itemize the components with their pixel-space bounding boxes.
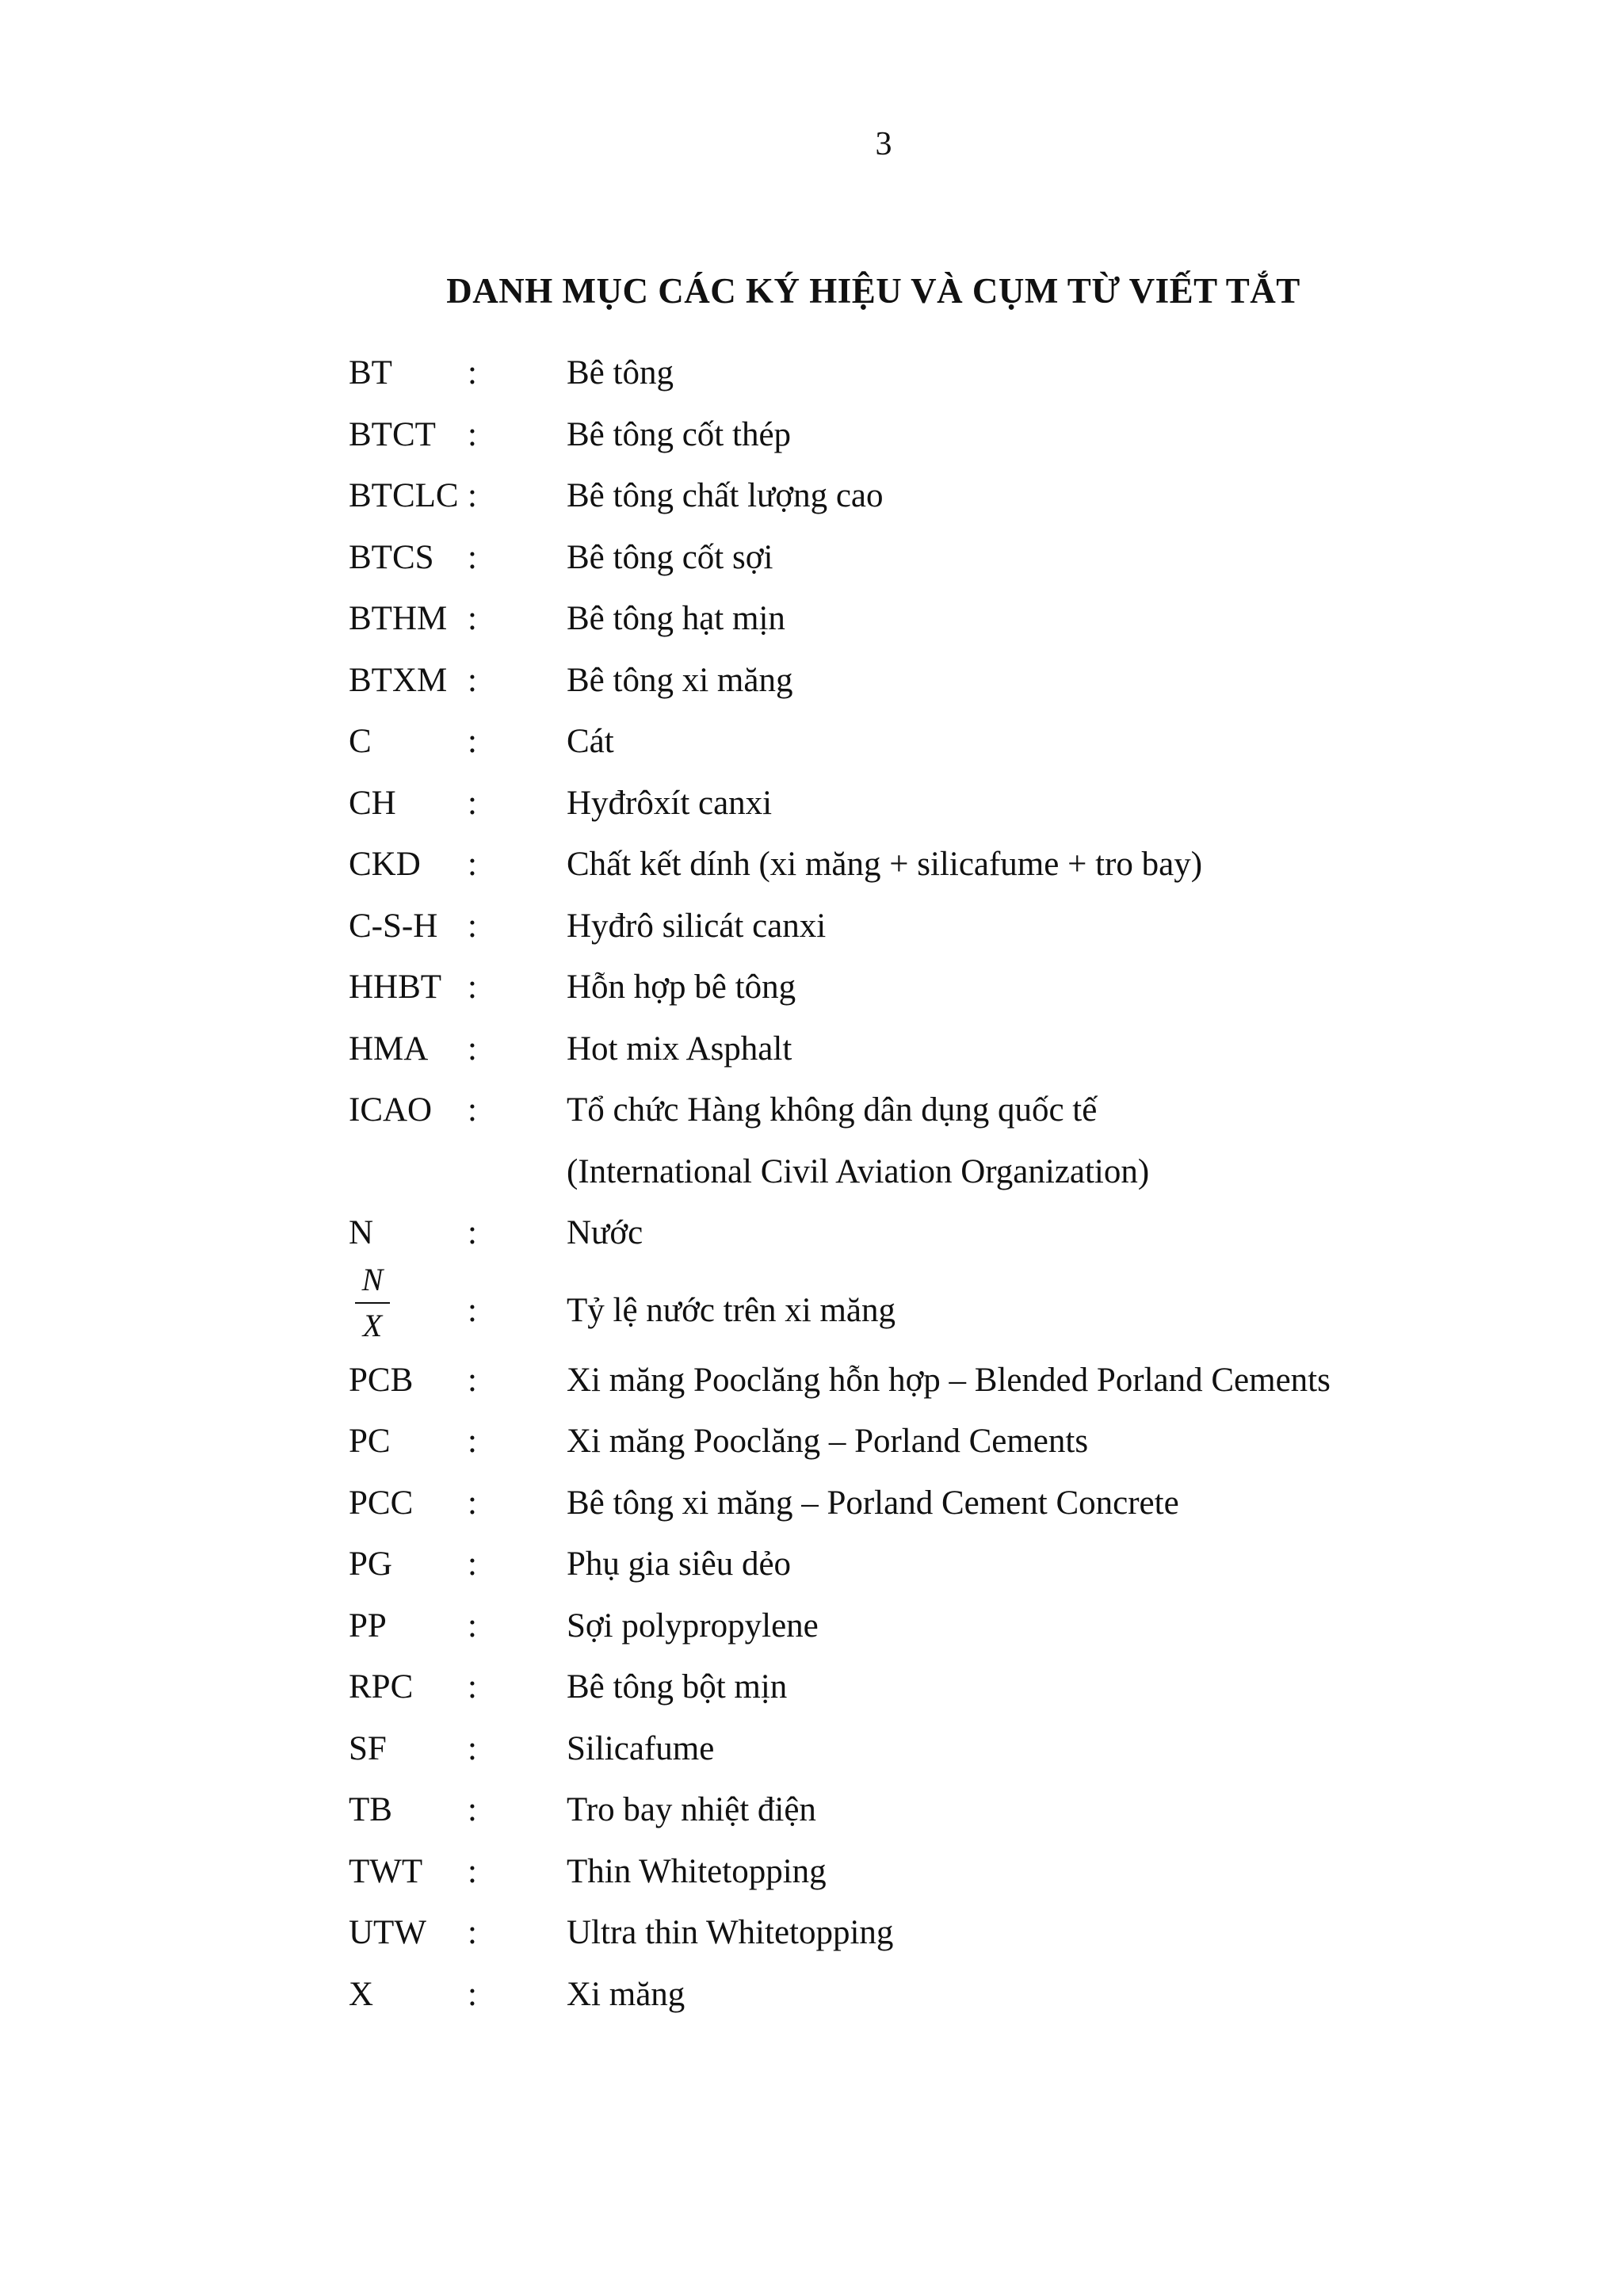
abbreviation-row xyxy=(349,840,1585,902)
ratio-fraction xyxy=(355,1259,390,1347)
abbreviation-meaning: Bê tông xyxy=(567,354,674,392)
abbreviation-meaning: Bê tông chất lượng cao xyxy=(567,477,884,514)
abbreviation-row xyxy=(349,1086,1585,1148)
abbreviation-code: BTCS xyxy=(349,538,434,576)
abbreviation-meaning: Bê tông hạt mịn xyxy=(567,600,785,637)
abbreviation-separator: : xyxy=(468,600,477,637)
abbreviation-row xyxy=(349,1786,1585,1847)
abbreviation-meaning: Bê tông cốt thép xyxy=(567,415,792,453)
abbreviation-separator: : xyxy=(468,1975,477,2013)
abbreviation-separator: : xyxy=(468,968,477,1006)
abbreviation-separator: : xyxy=(468,1791,477,1828)
abbreviation-meaning: Silicafume xyxy=(567,1729,715,1767)
abbreviation-row xyxy=(349,656,1585,718)
abbreviation-separator: : xyxy=(468,1606,477,1645)
abbreviation-separator: : xyxy=(468,354,477,392)
abbreviation-code: HHBT xyxy=(349,968,442,1006)
abbreviation-separator: : xyxy=(468,1729,477,1767)
abbreviation-code: CH xyxy=(349,784,396,822)
abbreviation-meaning: Ultra thin Whitetopping xyxy=(567,1914,894,1951)
abbreviation-code: C xyxy=(349,723,372,760)
abbreviation-code: C-S-H xyxy=(349,907,438,945)
abbreviation-code: BTXM xyxy=(349,661,448,699)
abbreviation-code: N xyxy=(349,1214,374,1251)
abbreviation-code: HMA xyxy=(349,1030,429,1068)
abbreviation-row xyxy=(349,411,1585,472)
abbreviation-separator: : xyxy=(468,846,477,883)
abbreviation-separator: : xyxy=(468,1030,477,1068)
abbreviation-separator: : xyxy=(468,1545,477,1583)
abbreviation-list xyxy=(349,349,1585,2031)
abbreviation-meaning: Thin Whitetopping xyxy=(567,1852,827,1890)
abbreviation-meaning: Hyđrôxít canxi xyxy=(567,784,773,822)
abbreviation-row xyxy=(349,1025,1585,1087)
fraction-bar xyxy=(355,1302,390,1304)
abbreviation-row xyxy=(349,1970,1585,2032)
abbreviation-row xyxy=(349,1908,1585,1970)
abbreviation-separator: : xyxy=(468,1484,477,1522)
abbreviation-meaning: Bê tông xi măng xyxy=(567,661,793,699)
fraction-denominator: X xyxy=(362,1307,383,1343)
abbreviation-separator: : xyxy=(468,477,477,514)
abbreviation-code: PP xyxy=(349,1606,387,1645)
abbreviation-meaning: Hỗn hợp bê tông xyxy=(567,968,796,1006)
fraction-numerator: N xyxy=(361,1261,384,1297)
abbreviation-meaning: (International Civil Aviation Organization) xyxy=(567,1152,1150,1190)
abbreviation-code: RPC xyxy=(349,1668,414,1706)
abbreviation-row xyxy=(349,963,1585,1025)
abbreviation-row xyxy=(349,1417,1585,1479)
abbreviation-meaning: Xi măng xyxy=(567,1975,685,2013)
abbreviation-separator: : xyxy=(468,1423,477,1460)
abbreviation-meaning: Tro bay nhiệt điện xyxy=(567,1791,816,1828)
abbreviation-code: PG xyxy=(349,1545,392,1583)
abbreviation-row xyxy=(349,1663,1585,1725)
abbreviation-meaning: Hot mix Asphalt xyxy=(567,1030,792,1068)
abbreviation-meaning: Tổ chức Hàng không dân dụng quốc tế xyxy=(567,1091,1098,1129)
abbreviation-code: X xyxy=(349,1975,374,2013)
abbreviation-code: UTW xyxy=(349,1914,426,1951)
abbreviation-separator: : xyxy=(468,415,477,453)
abbreviation-meaning: Cát xyxy=(567,723,614,760)
abbreviation-meaning: Xi măng Pooclăng – Porland Cements xyxy=(567,1423,1089,1460)
abbreviation-row xyxy=(349,902,1585,964)
abbreviation-row xyxy=(349,594,1585,656)
abbreviation-meaning: Sợi polypropylene xyxy=(567,1606,819,1645)
abbreviation-code: CKD xyxy=(349,846,421,883)
abbreviation-separator: : xyxy=(468,723,477,760)
abbreviation-row xyxy=(349,533,1585,595)
abbreviation-row xyxy=(349,1540,1585,1602)
abbreviation-meaning: Bê tông xi măng – Porland Cement Concrete xyxy=(567,1484,1179,1522)
abbreviation-meaning: Bê tông cốt sợi xyxy=(567,538,773,576)
abbreviation-row xyxy=(349,472,1585,533)
abbreviation-separator: : xyxy=(468,1914,477,1951)
abbreviation-code: BT xyxy=(349,354,392,392)
abbreviation-code: PCB xyxy=(349,1361,414,1399)
abbreviation-separator: : xyxy=(468,1852,477,1890)
abbreviation-code: ICAO xyxy=(349,1091,433,1129)
abbreviation-separator: : xyxy=(468,784,477,822)
abbreviation-meaning: Nước xyxy=(567,1214,643,1251)
abbreviation-code: SF xyxy=(349,1729,387,1767)
abbreviation-meaning: Bê tông bột mịn xyxy=(567,1668,788,1706)
abbreviation-code: TWT xyxy=(349,1852,423,1890)
abbreviation-separator: : xyxy=(468,538,477,576)
abbreviation-row xyxy=(349,717,1585,779)
abbreviation-meaning: Tỷ lệ nước trên xi măng xyxy=(567,1291,896,1329)
abbreviation-row xyxy=(349,1261,1585,1356)
page-number: 3 xyxy=(875,126,892,162)
abbreviation-row xyxy=(349,1847,1585,1909)
abbreviation-separator: : xyxy=(468,661,477,699)
abbreviation-separator: : xyxy=(468,907,477,945)
abbreviation-row xyxy=(349,1356,1585,1418)
abbreviation-row xyxy=(349,1602,1585,1664)
abbreviation-separator: : xyxy=(468,1291,477,1329)
abbreviation-code: TB xyxy=(349,1791,392,1828)
abbreviation-separator: : xyxy=(468,1361,477,1399)
abbreviation-meaning: Hyđrô silicát canxi xyxy=(567,907,827,945)
abbreviation-row-continuation xyxy=(349,1148,1585,1209)
abbreviation-code: PC xyxy=(349,1423,391,1460)
abbreviation-separator: : xyxy=(468,1214,477,1251)
abbreviation-row xyxy=(349,779,1585,841)
abbreviation-code: BTCLC xyxy=(349,477,459,514)
abbreviation-meaning: Phụ gia siêu dẻo xyxy=(567,1545,792,1583)
page-title: DANH MỤC CÁC KÝ HIỆU VÀ CỤM TỪ VIẾT TẮT xyxy=(446,271,1300,311)
abbreviation-code: BTCT xyxy=(349,415,436,453)
abbreviation-separator: : xyxy=(468,1668,477,1706)
abbreviation-meaning: Xi măng Pooclăng hỗn hợp – Blended Porland Cements xyxy=(567,1361,1331,1399)
abbreviation-code: BTHM xyxy=(349,600,448,637)
abbreviation-meaning: Chất kết dính (xi măng + silicafume + tro bay) xyxy=(567,846,1203,883)
abbreviation-row xyxy=(349,349,1585,411)
abbreviation-row xyxy=(349,1479,1585,1541)
abbreviation-separator: : xyxy=(468,1091,477,1129)
abbreviation-row xyxy=(349,1725,1585,1786)
abbreviation-row xyxy=(349,1209,1585,1270)
abbreviation-code: PCC xyxy=(349,1484,414,1522)
